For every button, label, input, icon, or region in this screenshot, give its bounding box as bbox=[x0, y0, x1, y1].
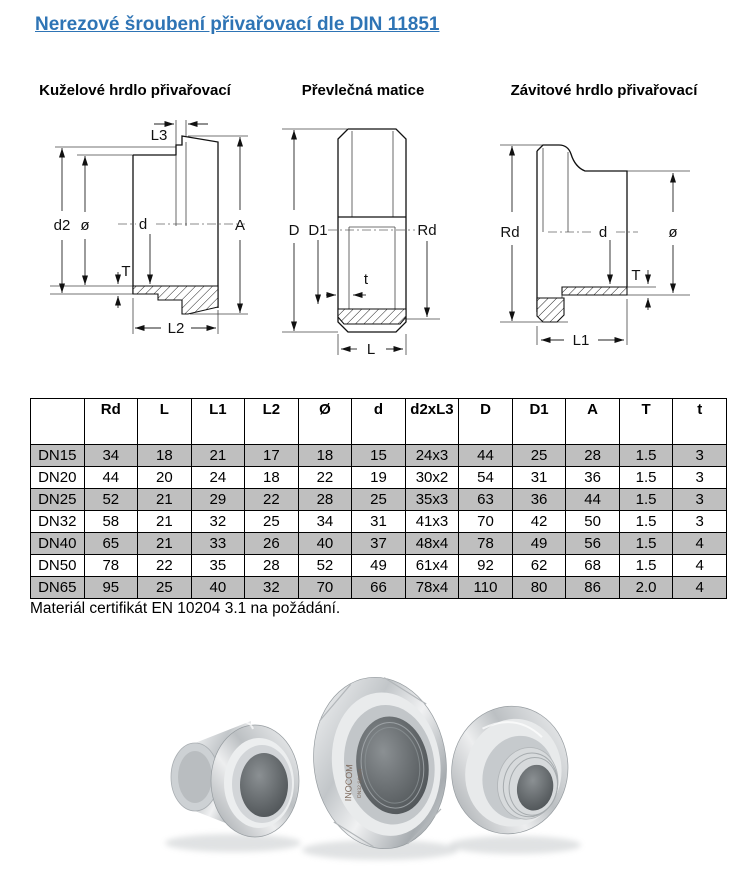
cell: 49 bbox=[352, 555, 406, 577]
cell: 78 bbox=[459, 533, 513, 555]
cell: 28 bbox=[566, 445, 620, 467]
cell: 70 bbox=[298, 577, 352, 599]
dim-label-L1: L1 bbox=[572, 332, 590, 349]
cell: 24 bbox=[191, 467, 245, 489]
cell: 50 bbox=[566, 511, 620, 533]
row-label: DN25 bbox=[31, 489, 85, 511]
cell: 32 bbox=[245, 577, 299, 599]
heading-conical-liner: Kuželové hrdlo přivařovací bbox=[39, 82, 231, 99]
cell: 41x3 bbox=[405, 511, 459, 533]
row-label: DN65 bbox=[31, 577, 85, 599]
cell: 44 bbox=[459, 445, 513, 467]
cell: 22 bbox=[138, 555, 192, 577]
table-row bbox=[31, 445, 727, 467]
dim-label-D1: D1 bbox=[308, 222, 328, 239]
table-row bbox=[31, 511, 727, 533]
cell: 42 bbox=[512, 511, 566, 533]
cell: 35 bbox=[191, 555, 245, 577]
cell: 49 bbox=[512, 533, 566, 555]
col-header: d bbox=[352, 399, 406, 445]
table-row bbox=[31, 467, 727, 489]
cell: 18 bbox=[138, 445, 192, 467]
cell: 26 bbox=[245, 533, 299, 555]
col-header: T bbox=[619, 399, 673, 445]
cell: 86 bbox=[566, 577, 620, 599]
cell: 19 bbox=[352, 467, 406, 489]
photo-conical-liner bbox=[171, 721, 299, 837]
cell: 62 bbox=[512, 555, 566, 577]
col-header: D1 bbox=[512, 399, 566, 445]
col-header: t bbox=[673, 399, 727, 445]
cell: 52 bbox=[84, 489, 138, 511]
col-header: L bbox=[138, 399, 192, 445]
cell: 28 bbox=[298, 489, 352, 511]
nut-engraving-text-2: DN32 SS304 bbox=[356, 768, 364, 799]
col-header: A bbox=[566, 399, 620, 445]
cell: 28 bbox=[245, 555, 299, 577]
cell: 29 bbox=[191, 489, 245, 511]
dim-label-l3: L3 bbox=[150, 127, 168, 144]
col-header: L1 bbox=[191, 399, 245, 445]
col-header: Rd bbox=[84, 399, 138, 445]
col-header: D bbox=[459, 399, 513, 445]
cell: 25 bbox=[138, 577, 192, 599]
col-header: L2 bbox=[245, 399, 299, 445]
cell: 34 bbox=[84, 445, 138, 467]
drawing-threaded-liner bbox=[488, 112, 738, 362]
cell: 36 bbox=[566, 467, 620, 489]
cell: 31 bbox=[512, 467, 566, 489]
cell: 65 bbox=[84, 533, 138, 555]
dim-label-d: d bbox=[138, 216, 148, 233]
drawing-conical-liner bbox=[30, 112, 265, 362]
heading-threaded-liner: Závitové hrdlo přivařovací bbox=[510, 82, 698, 99]
cell: 15 bbox=[352, 445, 406, 467]
cell: 110 bbox=[459, 577, 513, 599]
row-label: DN32 bbox=[31, 511, 85, 533]
cell: 4 bbox=[673, 533, 727, 555]
row-label: DN15 bbox=[31, 445, 85, 467]
dim-label-Rd: Rd bbox=[500, 224, 520, 241]
cell: 30x2 bbox=[405, 467, 459, 489]
dim-label-d: d bbox=[598, 224, 608, 241]
cell: 31 bbox=[352, 511, 406, 533]
photo-threaded-liner bbox=[442, 697, 578, 843]
cell: 2.0 bbox=[619, 577, 673, 599]
shadow bbox=[449, 836, 581, 854]
cell: 68 bbox=[566, 555, 620, 577]
photo-union-nut bbox=[303, 669, 458, 858]
cell: 61x4 bbox=[405, 555, 459, 577]
cell: 40 bbox=[298, 533, 352, 555]
nut-engraving-text: INOCOM bbox=[343, 764, 355, 802]
dim-label-L: L bbox=[366, 341, 376, 358]
dim-label-a: A bbox=[234, 217, 246, 234]
cell: 37 bbox=[352, 533, 406, 555]
cell: 56 bbox=[566, 533, 620, 555]
cell: 4 bbox=[673, 577, 727, 599]
table-row bbox=[31, 489, 727, 511]
dim-label-l2: L2 bbox=[167, 320, 185, 337]
col-header bbox=[31, 399, 85, 445]
cell: 25 bbox=[352, 489, 406, 511]
row-label: DN50 bbox=[31, 555, 85, 577]
cell: 1.5 bbox=[619, 533, 673, 555]
dim-label-d2: d2 bbox=[53, 217, 71, 234]
cell: 17 bbox=[245, 445, 299, 467]
cell: 44 bbox=[566, 489, 620, 511]
table-header-row bbox=[31, 399, 727, 445]
cell: 52 bbox=[298, 555, 352, 577]
cell: 22 bbox=[245, 489, 299, 511]
cell: 95 bbox=[84, 577, 138, 599]
table-row bbox=[31, 555, 727, 577]
cell: 3 bbox=[673, 511, 727, 533]
heading-union-nut: Převlečná matice bbox=[301, 82, 425, 99]
cell: 35x3 bbox=[405, 489, 459, 511]
cell: 36 bbox=[512, 489, 566, 511]
table-row bbox=[31, 577, 727, 599]
cell: 20 bbox=[138, 467, 192, 489]
cell: 1.5 bbox=[619, 467, 673, 489]
cell: 21 bbox=[138, 489, 192, 511]
cell: 32 bbox=[191, 511, 245, 533]
cell: 21 bbox=[138, 533, 192, 555]
cell: 21 bbox=[138, 511, 192, 533]
cell: 3 bbox=[673, 489, 727, 511]
cell: 25 bbox=[245, 511, 299, 533]
cell: 25 bbox=[512, 445, 566, 467]
col-header: Ø bbox=[298, 399, 352, 445]
cell: 70 bbox=[459, 511, 513, 533]
shadow bbox=[165, 834, 301, 852]
row-label: DN20 bbox=[31, 467, 85, 489]
dim-label-t: T bbox=[121, 263, 131, 280]
cell: 40 bbox=[191, 577, 245, 599]
dim-label-Rd: Rd bbox=[417, 222, 437, 239]
dim-label-t: t bbox=[363, 271, 369, 288]
cell: 1.5 bbox=[619, 511, 673, 533]
col-header: d2xL3 bbox=[405, 399, 459, 445]
cell: 78x4 bbox=[405, 577, 459, 599]
dim-label-D: D bbox=[288, 222, 300, 239]
cell: 92 bbox=[459, 555, 513, 577]
product-photo bbox=[140, 645, 620, 875]
cell: 48x4 bbox=[405, 533, 459, 555]
drawing-union-nut bbox=[270, 112, 460, 362]
row-label: DN40 bbox=[31, 533, 85, 555]
cell: 66 bbox=[352, 577, 406, 599]
cell: 58 bbox=[84, 511, 138, 533]
cell: 33 bbox=[191, 533, 245, 555]
cell: 3 bbox=[673, 445, 727, 467]
material-note: Materiál certifikát EN 10204 3.1 na požádání. bbox=[30, 600, 341, 617]
dim-label-dia: ø bbox=[668, 224, 678, 241]
cell: 18 bbox=[245, 467, 299, 489]
spec-table bbox=[30, 398, 727, 599]
cell: 78 bbox=[84, 555, 138, 577]
table-row bbox=[31, 533, 727, 555]
cell: 24x3 bbox=[405, 445, 459, 467]
cell: 34 bbox=[298, 511, 352, 533]
cell: 18 bbox=[298, 445, 352, 467]
cell: 54 bbox=[459, 467, 513, 489]
dim-label-dia: ø bbox=[80, 217, 90, 234]
cell: 1.5 bbox=[619, 555, 673, 577]
cell: 44 bbox=[84, 467, 138, 489]
cell: 80 bbox=[512, 577, 566, 599]
cell: 3 bbox=[673, 467, 727, 489]
cell: 63 bbox=[459, 489, 513, 511]
cell: 1.5 bbox=[619, 489, 673, 511]
page-title-link[interactable]: Nerezové šroubení přivařovací dle DIN 11851 bbox=[35, 14, 440, 35]
cell: 22 bbox=[298, 467, 352, 489]
cell: 21 bbox=[191, 445, 245, 467]
cell: 1.5 bbox=[619, 445, 673, 467]
dim-label-T: T bbox=[631, 267, 641, 284]
cell: 4 bbox=[673, 555, 727, 577]
